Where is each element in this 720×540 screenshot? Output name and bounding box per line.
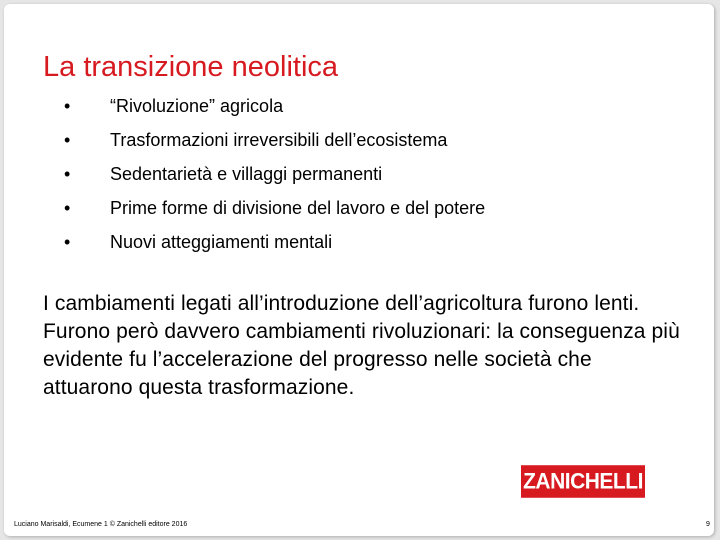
bullet-text: Trasformazioni irreversibili dell’ecosistema [110, 130, 448, 150]
body-paragraph: I cambiamenti legati all’introduzione dell’agricoltura furono lenti. Furono però davvero cambiamenti rivoluzionari: la conseguenza più evidente fu l’accelerazione del progresso nelle società che attuarono questa trasformazione. [43, 292, 680, 399]
slide-title: La transizione neolitica [43, 51, 339, 83]
bullet-dot-icon: • [64, 232, 71, 252]
bullet-dot-icon: • [64, 96, 71, 116]
page-number: 9 [706, 521, 710, 528]
publisher-logo: ZANICHELLI [521, 465, 645, 498]
slide [4, 4, 714, 536]
bullet-dot-icon: • [64, 164, 71, 184]
footer-credit: Luciano Marisaldi, Ecumene 1 © Zanichelli editore 2016 [14, 521, 188, 528]
bullet-text: Prime forme di divisione del lavoro e del potere [110, 198, 486, 218]
bullet-dot-icon: • [64, 130, 71, 150]
bullet-text: Nuovi atteggiamenti mentali [110, 232, 333, 252]
bullet-text: Sedentarietà e villaggi permanenti [110, 164, 383, 184]
bullet-dot-icon: • [64, 198, 71, 218]
bullet-text: “Rivoluzione” agricola [110, 96, 284, 116]
